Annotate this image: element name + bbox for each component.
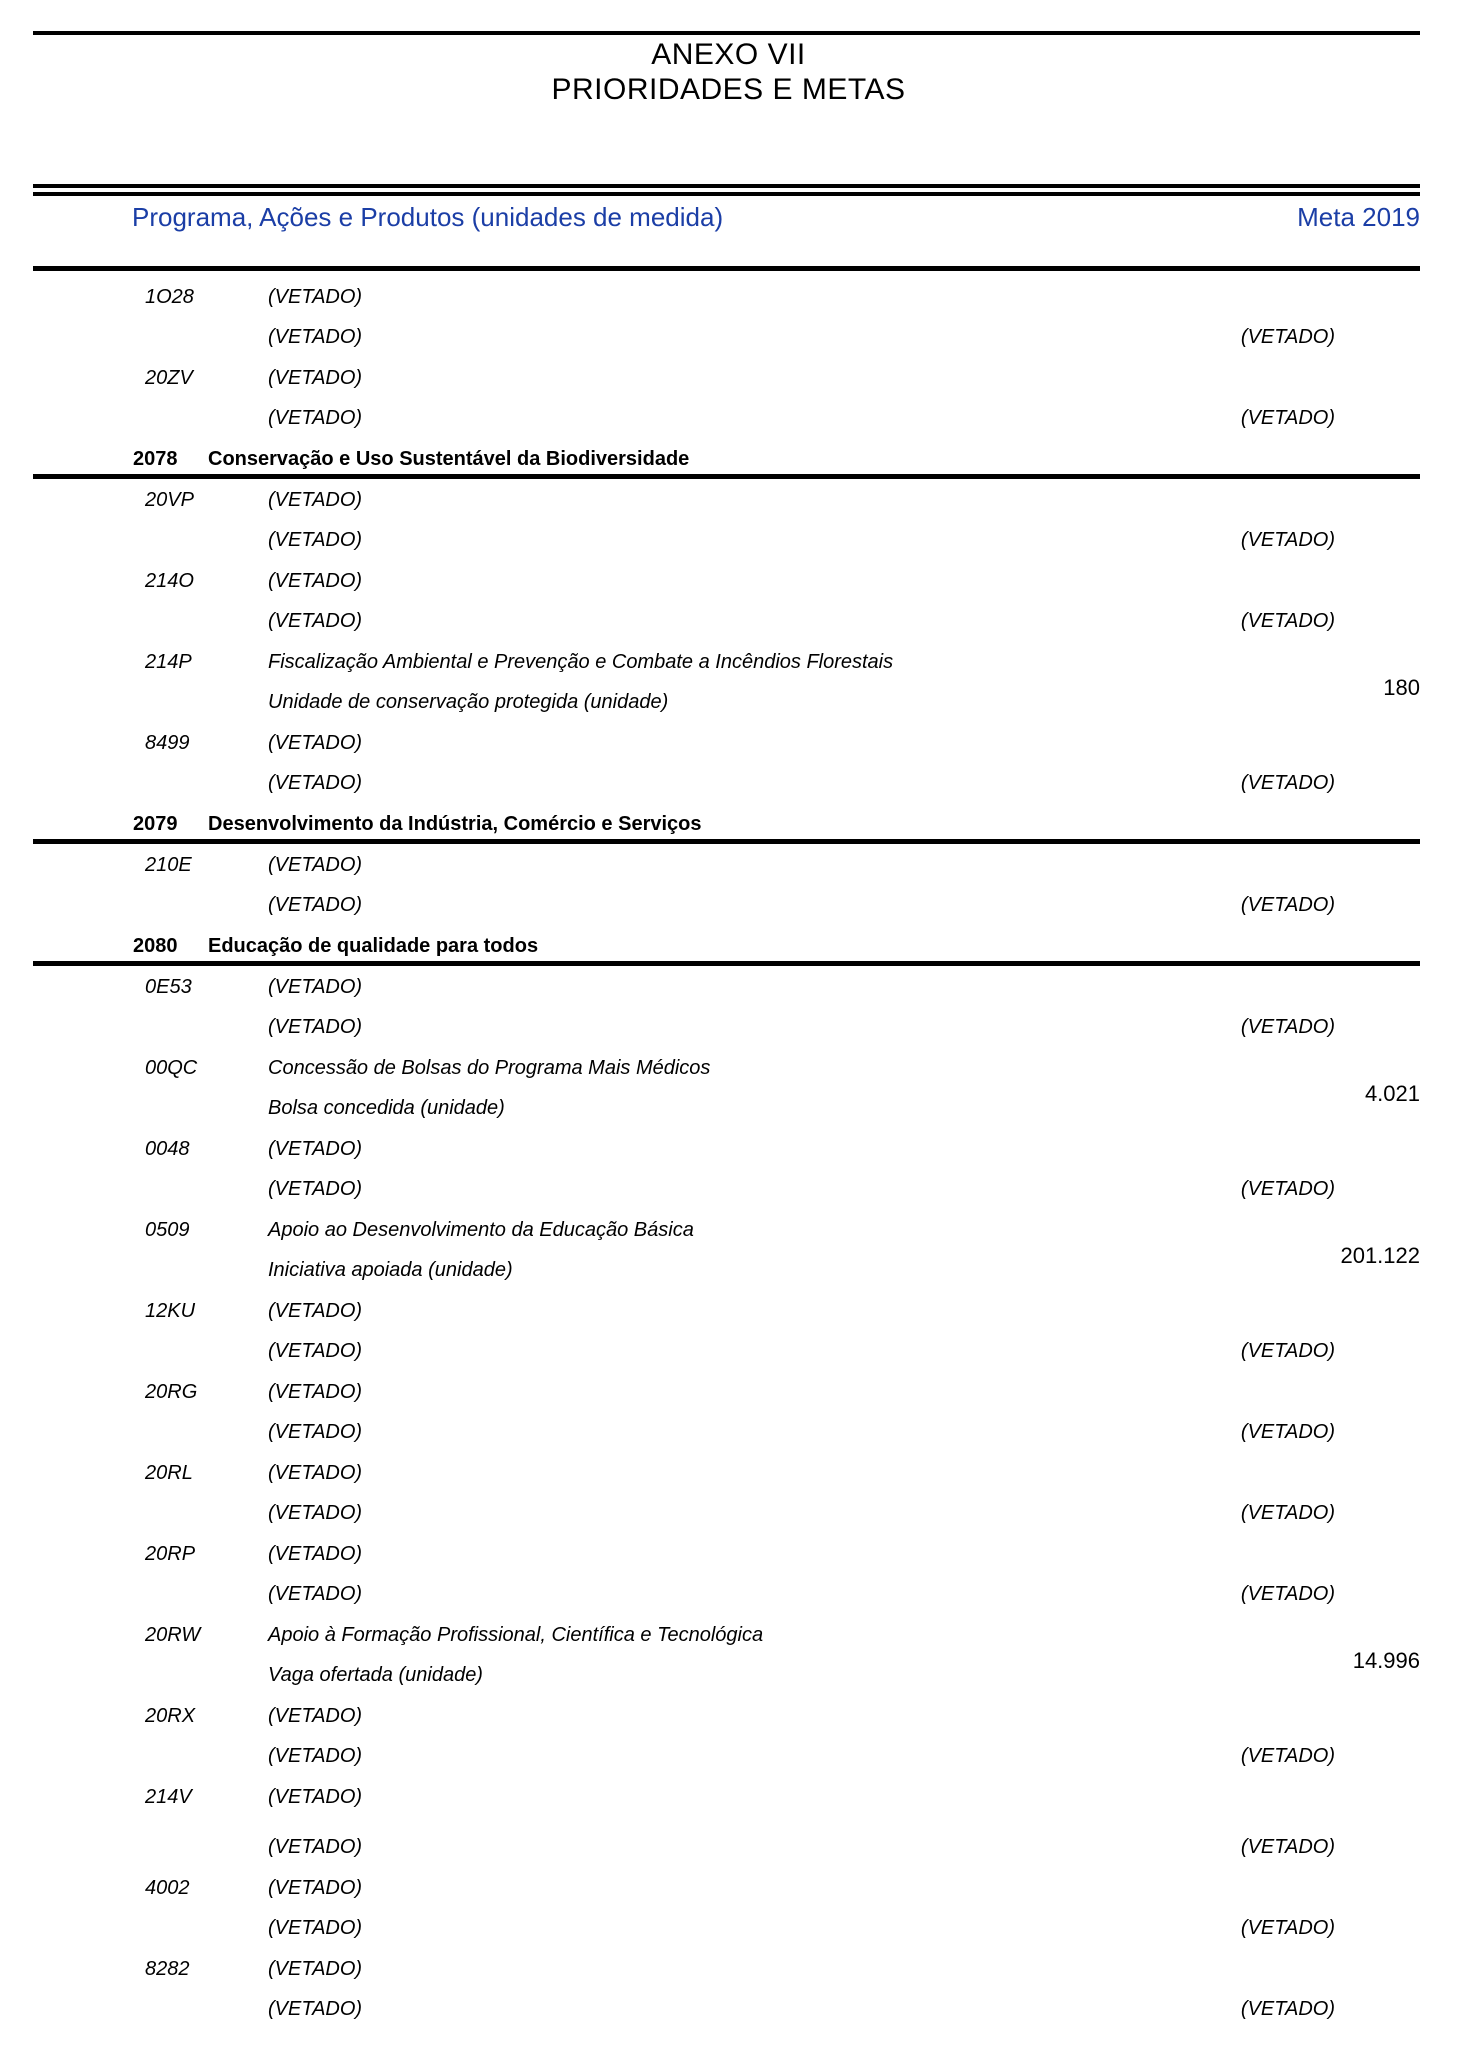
product-name: Iniciativa apoiada (unidade) [268,1259,513,1281]
meta-vetado: (VETADO) [1240,1917,1335,1939]
action-code: 214P [145,651,192,673]
action-title: (VETADO) [268,1300,363,1322]
table-row-product [33,1412,1420,1452]
annex-subtitle: PRIORIDADES E METAS [551,73,906,106]
action-title: (VETADO) [268,1138,363,1160]
table-row-action [33,1696,1420,1736]
product-name: Vaga ofertada (unidade) [268,1664,483,1686]
action-title: (VETADO) [268,732,363,754]
action-title: (VETADO) [268,1786,363,1808]
program-underline [33,474,1420,479]
table-row-product [33,1827,1420,1867]
table-row-product [33,1081,1420,1128]
program-code: 2078 [133,448,178,470]
action-title: (VETADO) [268,1543,363,1565]
program-title: Desenvolvimento da Indústria, Comércio e Serviços [208,813,702,835]
table-row-action [33,1534,1420,1574]
program-code: 2079 [133,813,178,835]
action-title: (VETADO) [268,976,363,998]
table-row-product [33,763,1420,803]
action-code: 8282 [145,1958,190,1980]
table-row-action [33,967,1420,1007]
action-code: 20RP [145,1543,196,1565]
meta-vetado: (VETADO) [1240,1178,1335,1200]
table-row-product [33,317,1420,357]
table-row-action [33,1048,1420,1088]
product-name: (VETADO) [268,1016,363,1038]
program-code: 2080 [133,935,178,957]
action-title: Concessão de Bolsas do Programa Mais Médicos [268,1057,711,1079]
action-title: (VETADO) [268,286,363,308]
table-rows [33,276,1420,2029]
action-code: 8499 [145,732,190,754]
table-header [0,196,1457,238]
action-title: (VETADO) [268,1958,363,1980]
table-row-action [33,277,1420,317]
top-rule [33,31,1420,35]
action-title: Fiscalização Ambiental e Prevenção e Combate a Incêndios Florestais [268,651,894,673]
table-row-program [33,804,1420,844]
table-row-product [33,1574,1420,1614]
meta-vetado: (VETADO) [1240,1745,1335,1767]
program-underline [33,839,1420,844]
product-name: (VETADO) [268,326,363,348]
meta-vetado: (VETADO) [1240,1502,1335,1524]
meta-vetado: (VETADO) [1240,1583,1335,1605]
table-row-action [33,1615,1420,1655]
table-row-product [33,1908,1420,1948]
meta-vetado: (VETADO) [1240,772,1335,794]
action-code: 0048 [145,1138,190,1160]
action-code: 214O [145,570,194,592]
product-name: (VETADO) [268,1917,363,1939]
header-rule [33,266,1420,271]
action-title: Apoio ao Desenvolvimento da Educação Básica [268,1219,694,1241]
table-row-action [33,1372,1420,1412]
action-title: (VETADO) [268,1462,363,1484]
table-row-action [33,1453,1420,1493]
action-code: 12KU [145,1300,196,1322]
column-header-program: Programa, Ações e Produtos (unidades de medida) [132,202,724,232]
table-row-product [33,398,1420,438]
product-name: (VETADO) [268,1502,363,1524]
action-code: 20ZV [145,367,193,389]
table-row-action [33,1129,1420,1169]
action-title: (VETADO) [268,489,363,511]
table-row-action [33,723,1420,763]
meta-vetado: (VETADO) [1240,1421,1335,1443]
action-code: 4002 [145,1877,190,1899]
product-name: Bolsa concedida (unidade) [268,1097,505,1119]
meta-vetado: (VETADO) [1240,1340,1335,1362]
meta-vetado: (VETADO) [1240,529,1335,551]
meta-value: 201.122 [1340,1243,1420,1268]
table-row-action [33,480,1420,520]
action-code: 00QC [145,1057,198,1079]
table-row-product [33,885,1420,925]
action-title: (VETADO) [268,1705,363,1727]
table-row-action [33,1777,1420,1817]
table-row-action [33,1868,1420,1908]
table-row-product [33,1493,1420,1533]
action-title: (VETADO) [268,1381,363,1403]
action-code: 20VP [145,489,194,511]
action-title: (VETADO) [268,570,363,592]
table-row-action [33,561,1420,601]
meta-value: 180 [1383,675,1420,700]
product-name: (VETADO) [268,1745,363,1767]
meta-vetado: (VETADO) [1240,1016,1335,1038]
product-name: (VETADO) [268,1998,363,2020]
action-code: 20RX [145,1705,196,1727]
table-row-program [33,439,1420,479]
meta-value: 4.021 [1364,1081,1420,1106]
action-code: 0509 [145,1219,190,1241]
product-name: Unidade de conservação protegida (unidade) [268,691,669,713]
product-name: (VETADO) [268,1421,363,1443]
table-row-product [33,1169,1420,1209]
table-row-product [33,1648,1420,1695]
action-code: 1O28 [145,286,194,308]
table-row-action [33,1210,1420,1250]
table-row-action [33,1949,1420,1989]
table-row-product [33,601,1420,641]
column-header-meta: Meta 2019 [1297,202,1420,232]
action-title: (VETADO) [268,854,363,876]
product-name: (VETADO) [268,529,363,551]
action-code: 20RG [145,1381,198,1403]
action-code: 210E [145,854,192,876]
action-code: 20RL [145,1462,193,1484]
product-name: (VETADO) [268,772,363,794]
table-row-action [33,845,1420,885]
meta-vetado: (VETADO) [1240,610,1335,632]
product-name: (VETADO) [268,407,363,429]
action-title: Apoio à Formação Profissional, Científica e Tecnológica [268,1624,764,1646]
product-name: (VETADO) [268,894,363,916]
table-row-product [33,1989,1420,2029]
meta-vetado: (VETADO) [1240,326,1335,348]
action-code: 0E53 [145,976,192,998]
action-code: 20RW [145,1624,201,1646]
action-title: (VETADO) [268,367,363,389]
meta-value: 14.996 [1352,1648,1420,1673]
table-row-product [33,1736,1420,1776]
table-row-product [33,1007,1420,1047]
double-rule-upper [33,184,1420,188]
program-underline [33,961,1420,966]
action-title: (VETADO) [268,1877,363,1899]
table-row-product [33,675,1420,722]
table-row-action [33,642,1420,682]
table-row-action [33,358,1420,398]
table-row-product [33,520,1420,560]
program-title: Educação de qualidade para todos [208,935,539,957]
product-name: (VETADO) [268,1340,363,1362]
annex-title: ANEXO VII [651,38,806,71]
product-name: (VETADO) [268,1583,363,1605]
table-row-action [33,1291,1420,1331]
program-title: Conservação e Uso Sustentável da Biodiversidade [208,448,690,470]
product-name: (VETADO) [268,610,363,632]
product-name: (VETADO) [268,1836,363,1858]
meta-vetado: (VETADO) [1240,407,1335,429]
meta-vetado: (VETADO) [1240,1998,1335,2020]
table-row-product [33,1243,1420,1290]
meta-vetado: (VETADO) [1240,894,1335,916]
meta-vetado: (VETADO) [1240,1836,1335,1858]
action-code: 214V [145,1786,192,1808]
product-name: (VETADO) [268,1178,363,1200]
table-row-program [33,926,1420,966]
table-row-product [33,1331,1420,1371]
